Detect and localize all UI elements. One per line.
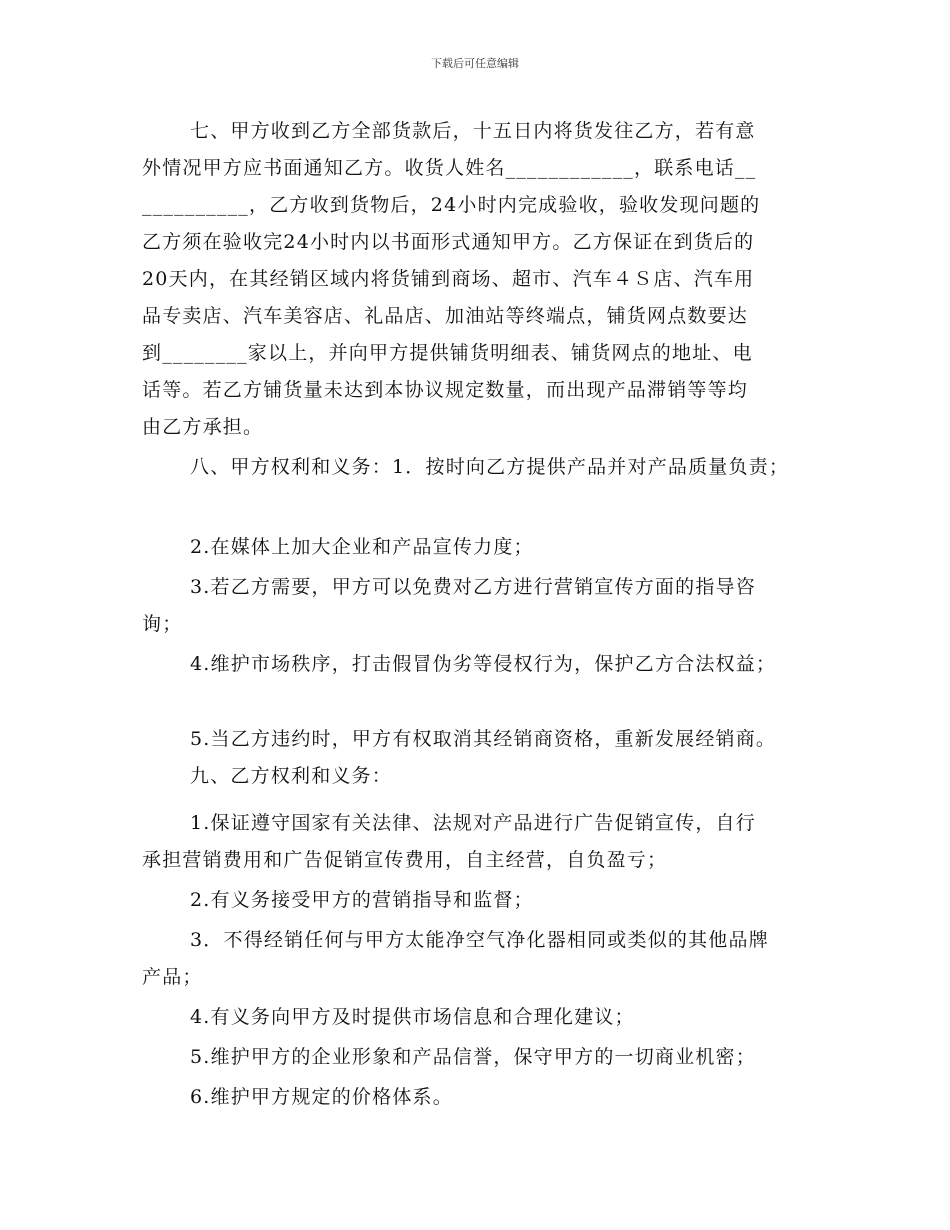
paragraph-line: __________，乙方收到货物后，24小时内完成验收，验收发现问题的 <box>142 194 761 216</box>
paragraph-line: 品专卖店、汽车美容店、礼品店、加油站等终端点，铺货网点数要达 <box>142 305 749 327</box>
paragraph-line: 外情况甲方应书面通知乙方。收货人姓名____________，联系电话__ <box>142 157 757 179</box>
list-item: 3．不得经销任何与甲方太能净空气净化器相同或类似的其他品牌 <box>190 929 769 951</box>
list-item: 产品； <box>142 966 203 988</box>
paragraph-line: 话等。若乙方铺货量未达到本协议规定数量，而出现产品滞销等等均 <box>142 379 749 401</box>
paragraph-line: 乙方须在验收完24小时内以书面形式通知甲方。乙方保证在到货后的 <box>142 231 755 253</box>
list-item: 询； <box>142 613 183 635</box>
list-item: 2.有义务接受甲方的营销指导和监督； <box>190 889 534 911</box>
list-item: 4.维护市场秩序，打击假冒伪劣等侵权行为，保护乙方合法权益； <box>190 653 777 675</box>
paragraph-line: 七、甲方收到乙方全部货款后，十五日内将货发往乙方，若有意 <box>190 120 756 142</box>
page-header: 下载后可任意编辑 <box>431 57 519 70</box>
list-item: 4.有义务向甲方及时提供市场信息和合理化建议； <box>190 1006 635 1028</box>
paragraph-line: 由乙方承担。 <box>142 416 264 438</box>
paragraph-line: 20天内，在其经销区域内将货铺到商场、超市、汽车４Ｓ店、汽车用 <box>142 268 755 290</box>
list-item: 5.当乙方违约时，甲方有权取消其经销商资格，重新发展经销商。 <box>190 728 777 750</box>
list-item: 6.维护甲方规定的价格体系。 <box>190 1086 453 1108</box>
list-item: 2.在媒体上加大企业和产品宣传力度； <box>190 536 534 558</box>
paragraph-line: 八、甲方权利和义务：1．按时向乙方提供产品并对产品质量负责； <box>190 456 790 478</box>
list-item: 5.维护甲方的企业形象和产品信誉，保守甲方的一切商业机密； <box>190 1046 756 1068</box>
list-item: 承担营销费用和广告促销宣传费用，自主经营，自负盈亏； <box>142 849 668 871</box>
list-item: 1.保证遵守国家有关法律、法规对产品进行广告促销宣传，自行 <box>190 812 756 834</box>
list-item: 3.若乙方需要，甲方可以免费对乙方进行营销宣传方面的指导咨 <box>190 576 756 598</box>
paragraph-line: 到________家以上，并向甲方提供铺货明细表、铺货网点的地址、电 <box>142 342 753 364</box>
section-heading: 九、乙方权利和义务： <box>190 765 393 787</box>
